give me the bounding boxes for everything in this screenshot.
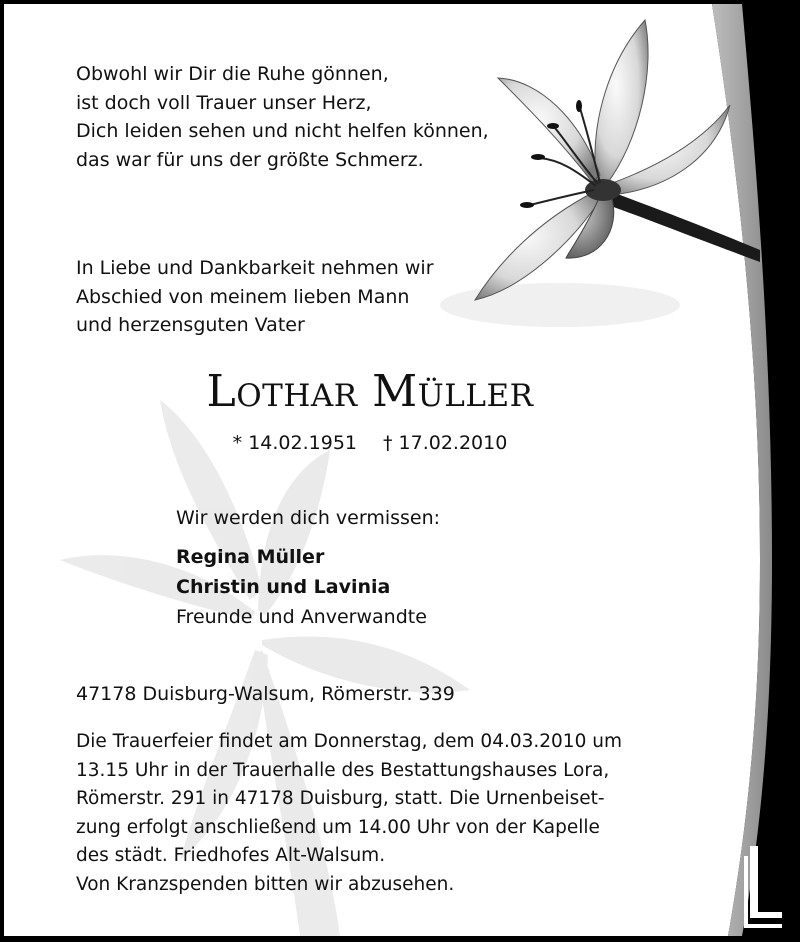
poem-line: Dich leiden sehen und nicht helfen können, [76, 120, 489, 142]
deceased-name: Lothar Müller [206, 366, 534, 417]
mourners-list [176, 542, 427, 632]
birth-date: * 14.02.1951 [232, 432, 357, 454]
mourner-name: Christin und Lavinia [176, 576, 391, 598]
ceremony-line: 13.15 Uhr in der Trauerhalle des Bestattungshauses Lora, [76, 759, 610, 781]
farewell-line: In Liebe und Dankbarkeit nehmen wir [76, 257, 434, 279]
ceremony-line: Die Trauerfeier findet am Donnerstag, dem 04.03.2010 um [76, 731, 622, 752]
poem [76, 60, 489, 174]
mourner-others: Freunde und Anverwandte [176, 606, 427, 628]
farewell-line: Abschied von meinem lieben Mann [76, 285, 410, 308]
ceremony-line: Von Kranzspenden bitten wir abzusehen. [76, 873, 455, 895]
ceremony-line: Römerstr. 291 in 47178 Duisburg, statt. Die Urnenbeiset- [76, 788, 605, 809]
poem-line: ist doch voll Trauer unser Herz, [76, 91, 372, 114]
farewell-line: und herzensguten Vater [76, 314, 305, 336]
poem-line: Obwohl wir Dir die Ruhe gönnen, [76, 63, 389, 85]
ceremony-info [76, 728, 622, 899]
death-date: † 17.02.2010 [383, 432, 508, 454]
ceremony-line: zung erfolgt anschließend um 14.00 Uhr von der Kapelle [76, 816, 600, 838]
mourner-name: Regina Müller [176, 546, 325, 568]
mourners-intro: Wir werden dich vermissen: [176, 507, 441, 529]
farewell-text [76, 254, 434, 340]
double-l-logo-icon [744, 846, 784, 930]
life-dates [0, 428, 740, 458]
poem-line: das war für uns der größte Schmerz. [76, 148, 424, 171]
address: 47178 Duisburg-Walsum, Römerstr. 339 [76, 683, 455, 705]
ceremony-line: des städt. Friedhofes Alt-Walsum. [76, 845, 386, 866]
